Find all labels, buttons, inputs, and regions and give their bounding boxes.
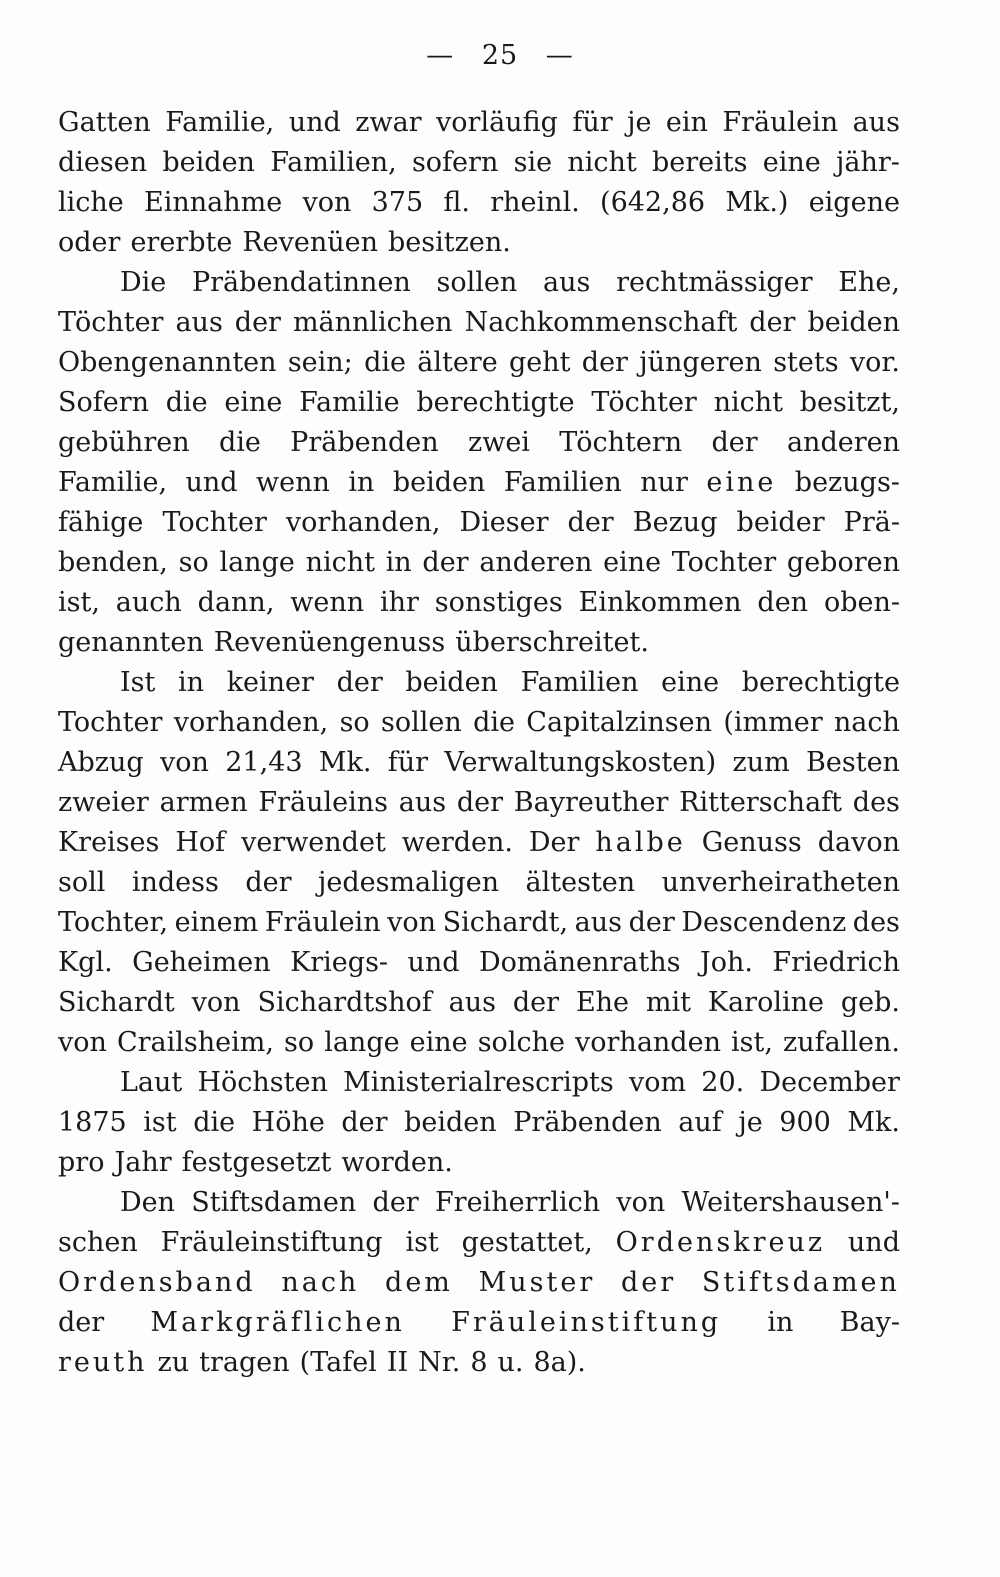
- word: Familie,: [58, 467, 168, 498]
- text-line: [58, 463, 900, 503]
- word: zum: [732, 747, 790, 778]
- word: je: [738, 1107, 763, 1138]
- text-line: [58, 1023, 900, 1063]
- word: 900: [779, 1107, 831, 1138]
- word: und: [407, 947, 460, 978]
- word: u.: [497, 1347, 524, 1378]
- word: der: [336, 667, 383, 698]
- word: bereits: [652, 147, 748, 178]
- word: beiden: [405, 667, 498, 698]
- word: beiden: [807, 307, 900, 338]
- word: Joh.: [699, 947, 753, 978]
- body-text: [58, 103, 900, 1383]
- text-line: [58, 223, 900, 263]
- word: Die: [120, 267, 167, 298]
- word: lange: [219, 547, 295, 578]
- word: ältere: [417, 347, 498, 378]
- word: Ehe,: [838, 267, 900, 298]
- text-line: [58, 903, 900, 943]
- word: der: [456, 787, 504, 818]
- word: vorhanden,: [285, 507, 441, 538]
- word: eine: [409, 1027, 468, 1058]
- word: von: [616, 1187, 666, 1218]
- word: Ministerialrescripts: [343, 1067, 614, 1098]
- word: pro: [58, 1147, 105, 1178]
- word: von: [302, 187, 352, 218]
- word: sofern: [411, 147, 499, 178]
- word: Präbenden: [513, 1107, 662, 1138]
- word: beiden: [404, 1107, 497, 1138]
- word: von: [387, 907, 437, 938]
- word: 21,43: [225, 747, 303, 778]
- word: aus: [852, 107, 900, 138]
- word: keiner: [226, 667, 314, 698]
- word: Ehe: [575, 987, 630, 1018]
- word: sonstiges: [434, 587, 563, 618]
- text-line: [58, 423, 900, 463]
- word: Tochter: [671, 547, 777, 578]
- word: unverheiratheten: [661, 867, 900, 898]
- word: und: [847, 1227, 900, 1258]
- word: Der: [528, 827, 580, 858]
- word: armen: [159, 787, 248, 818]
- word: festgesetzt: [181, 1147, 332, 1178]
- word: der: [245, 867, 292, 898]
- word: Fräuleins: [258, 787, 388, 818]
- word: die: [165, 387, 208, 418]
- word: Ordenskreuz: [615, 1227, 826, 1258]
- text-line: [58, 983, 900, 1023]
- word: Mk.): [725, 187, 789, 218]
- word: für: [572, 107, 613, 138]
- word: halbe: [595, 827, 686, 858]
- word: diesen: [58, 147, 148, 178]
- word: Fräulein: [722, 107, 839, 138]
- word: der: [422, 547, 469, 578]
- word: schen: [58, 1227, 138, 1258]
- word: des: [852, 787, 900, 818]
- word: fl.: [443, 187, 471, 218]
- word: der: [341, 1107, 388, 1138]
- text-line: [58, 823, 900, 863]
- word: vorläufig: [436, 107, 558, 138]
- word: Höhe: [251, 1107, 325, 1138]
- text-line: [58, 783, 900, 823]
- text-line: [58, 503, 900, 543]
- word: aus: [574, 907, 622, 938]
- text-line: [58, 943, 900, 983]
- word: Ordensband: [58, 1267, 256, 1298]
- word: 20.: [701, 1067, 745, 1098]
- word: besitzt,: [799, 387, 900, 418]
- text-line: [58, 383, 900, 423]
- word: ist,: [731, 1027, 773, 1058]
- word: anderen: [786, 427, 900, 458]
- word: ist: [405, 1227, 439, 1258]
- word: nicht: [567, 147, 637, 178]
- page-number-dash-right: —: [545, 40, 574, 71]
- word: jedesmaligen: [317, 867, 500, 898]
- word: Töchtern: [559, 427, 683, 458]
- word: Obengenannten: [58, 347, 277, 378]
- word: soll: [58, 867, 106, 898]
- word: jähr-: [836, 147, 900, 178]
- word: II: [386, 1347, 409, 1378]
- text-line: [58, 103, 900, 143]
- word: Töchter: [58, 307, 164, 338]
- word: beider: [736, 507, 825, 538]
- word: auf: [678, 1107, 722, 1138]
- word: Freiherrlich: [434, 1187, 601, 1218]
- word: ererbte: [130, 227, 233, 258]
- text-line: [58, 1343, 900, 1383]
- word: für: [387, 747, 429, 778]
- word: (Tafel: [299, 1347, 377, 1378]
- word: geboren: [786, 547, 900, 578]
- word: des: [852, 907, 900, 938]
- word: (642,86: [600, 187, 706, 218]
- word: December: [759, 1067, 900, 1098]
- word: Präbendatinnen: [191, 267, 411, 298]
- word: von: [58, 1027, 107, 1058]
- text-line: [58, 143, 900, 183]
- word: Höchsten: [197, 1067, 328, 1098]
- word: eigene: [808, 187, 900, 218]
- word: 8a).: [533, 1347, 586, 1378]
- word: der: [567, 507, 614, 538]
- word: Verwaltungskosten): [444, 747, 717, 778]
- word: Tochter: [162, 507, 267, 538]
- word: Gatten: [58, 107, 151, 138]
- word: Revenüen: [242, 227, 379, 258]
- word: Sichardt,: [442, 907, 569, 938]
- word: Familien,: [270, 147, 397, 178]
- word: sollen: [436, 267, 518, 298]
- word: rheinl.: [490, 187, 580, 218]
- word: verwendet: [241, 827, 386, 858]
- word: der: [749, 307, 796, 338]
- word: und: [185, 467, 238, 498]
- word: und: [288, 107, 341, 138]
- word: Laut: [120, 1067, 183, 1098]
- word: Kgl.: [58, 947, 113, 978]
- word: vom: [628, 1067, 687, 1098]
- word: sein;: [287, 347, 353, 378]
- word: der: [234, 307, 281, 338]
- word: ein: [665, 107, 708, 138]
- word: in: [767, 1307, 794, 1338]
- word: die: [473, 707, 515, 738]
- word: oben-: [823, 587, 900, 618]
- word: je: [627, 107, 652, 138]
- word: Nr.: [418, 1347, 461, 1378]
- word: so: [284, 1027, 315, 1058]
- word: Fräulein: [264, 907, 381, 938]
- word: Tochter,: [58, 907, 169, 938]
- word: von: [160, 747, 209, 778]
- word: ältesten: [525, 867, 636, 898]
- word: Fräuleinstiftung: [160, 1227, 383, 1258]
- word: zweier: [58, 787, 149, 818]
- word: indess: [131, 867, 219, 898]
- word: aus: [448, 987, 496, 1018]
- word: gebühren: [58, 427, 190, 458]
- word: die: [193, 1107, 236, 1138]
- word: Sichardtshof: [257, 987, 432, 1018]
- text-line: [58, 1303, 900, 1343]
- word: reuth: [58, 1347, 148, 1378]
- word: aus: [543, 267, 591, 298]
- word: Einkommen: [578, 587, 742, 618]
- word: Bay-: [839, 1307, 900, 1338]
- word: von: [191, 987, 241, 1018]
- word: die: [364, 347, 406, 378]
- word: in: [348, 467, 375, 498]
- word: eine: [762, 147, 821, 178]
- word: Familien: [503, 467, 622, 498]
- word: 375: [371, 187, 424, 218]
- word: zwei: [467, 427, 530, 458]
- word: Bayreuther: [513, 787, 669, 818]
- word: eine: [661, 667, 720, 698]
- word: beiden: [392, 467, 486, 498]
- word: beiden: [162, 147, 255, 178]
- word: Dieser: [459, 507, 549, 538]
- word: der: [711, 427, 758, 458]
- word: Ritterschaft: [679, 787, 843, 818]
- word: Töchter: [591, 387, 697, 418]
- word: wenn: [256, 467, 330, 498]
- text-line: [58, 263, 900, 303]
- page-number: [0, 40, 1000, 71]
- text-line: [58, 703, 900, 743]
- word: ist: [143, 1107, 177, 1138]
- word: Domänenraths: [479, 947, 681, 978]
- word: Nachkommenschaft: [464, 307, 738, 338]
- word: einem: [174, 907, 259, 938]
- word: ist,: [58, 587, 100, 618]
- word: Genuss: [701, 827, 802, 858]
- word: in: [178, 667, 205, 698]
- word: so: [178, 547, 209, 578]
- word: sie: [513, 147, 553, 178]
- word: Capitalzinsen: [526, 707, 713, 738]
- word: vorhanden,: [173, 707, 329, 738]
- word: Besten: [806, 747, 900, 778]
- word: nach: [833, 707, 900, 738]
- word: Revenüengenuss: [213, 627, 446, 658]
- word: zwar: [355, 107, 422, 138]
- word: geht: [508, 347, 571, 378]
- text-line: [58, 663, 900, 703]
- word: Den: [120, 1187, 176, 1218]
- word: Sichardt: [58, 987, 175, 1018]
- word: wenn: [290, 587, 365, 618]
- word: Ist: [120, 667, 156, 698]
- word: den: [757, 587, 809, 618]
- word: liche: [58, 187, 124, 218]
- word: eine: [706, 467, 777, 498]
- word: Sofern: [58, 387, 150, 418]
- text-line: [58, 1063, 900, 1103]
- text-line: [58, 623, 900, 663]
- word: aus: [175, 307, 223, 338]
- text-line: [58, 543, 900, 583]
- word: (immer: [723, 707, 823, 738]
- text-line: [58, 583, 900, 623]
- word: Descendenz: [681, 907, 847, 938]
- word: werden.: [401, 827, 513, 858]
- word: in: [385, 547, 412, 578]
- page-number-value: 25: [481, 40, 519, 71]
- word: 8: [470, 1347, 488, 1378]
- word: berechtigte: [416, 387, 575, 418]
- word: berechtigte: [741, 667, 900, 698]
- text-line: [58, 343, 900, 383]
- word: überschreitet.: [455, 627, 649, 658]
- page-number-dash-left: —: [426, 40, 455, 71]
- text-line: [58, 1223, 900, 1263]
- word: Fräuleinstiftung: [451, 1307, 722, 1338]
- word: Stiftsdamen: [701, 1267, 900, 1298]
- word: der: [58, 1307, 105, 1338]
- word: Familien: [520, 667, 639, 698]
- word: so: [339, 707, 370, 738]
- word: nach: [281, 1267, 360, 1298]
- word: Bezug: [632, 507, 718, 538]
- word: dem: [385, 1267, 453, 1298]
- word: der: [628, 907, 675, 938]
- text-line: [58, 303, 900, 343]
- word: zufallen.: [783, 1027, 900, 1058]
- text-line: [58, 1103, 900, 1143]
- word: Stiftsdamen: [191, 1187, 357, 1218]
- text-line: [58, 863, 900, 903]
- word: tragen: [199, 1347, 290, 1378]
- word: Jahr: [114, 1147, 172, 1178]
- word: geb.: [840, 987, 900, 1018]
- word: aus: [398, 787, 447, 818]
- word: stets: [773, 347, 839, 378]
- word: ihr: [380, 587, 419, 618]
- word: sollen: [381, 707, 462, 738]
- word: fähige: [58, 507, 144, 538]
- word: bezugs-: [794, 467, 900, 498]
- word: lange: [324, 1027, 400, 1058]
- word: zu: [157, 1347, 190, 1378]
- word: Crailsheim,: [116, 1027, 274, 1058]
- word: eine: [224, 387, 283, 418]
- word: auch: [115, 587, 182, 618]
- word: nicht: [305, 547, 375, 578]
- word: Markgräflichen: [150, 1307, 405, 1338]
- word: Kreises: [58, 827, 160, 858]
- word: Kriegs-: [290, 947, 389, 978]
- text-line: [58, 183, 900, 223]
- word: worden.: [341, 1147, 453, 1178]
- word: männlichen: [292, 307, 453, 338]
- word: rechtmässiger: [616, 267, 813, 298]
- text-line: [58, 1263, 900, 1303]
- word: Geheimen: [132, 947, 271, 978]
- word: Hof: [175, 827, 226, 858]
- word: besitzen.: [388, 227, 511, 258]
- word: Abzug: [58, 747, 144, 778]
- word: davon: [817, 827, 900, 858]
- word: die: [218, 427, 261, 458]
- word: eine: [603, 547, 662, 578]
- word: Tochter: [58, 707, 163, 738]
- word: Familie,: [165, 107, 275, 138]
- word: vorhanden: [575, 1027, 721, 1058]
- word: vor.: [849, 347, 900, 378]
- word: Familie: [299, 387, 400, 418]
- word: der: [372, 1187, 419, 1218]
- word: Friedrich: [772, 947, 900, 978]
- word: mit: [645, 987, 691, 1018]
- word: Mk.: [318, 747, 372, 778]
- word: solche: [477, 1027, 565, 1058]
- word: oder: [58, 227, 121, 258]
- text-line: [58, 1183, 900, 1223]
- word: nur: [640, 467, 688, 498]
- word: Einnahme: [144, 187, 283, 218]
- word: genannten: [58, 627, 204, 658]
- word: der: [621, 1267, 677, 1298]
- text-line: [58, 743, 900, 783]
- word: Karoline: [707, 987, 824, 1018]
- word: anderen: [479, 547, 593, 578]
- word: Muster: [478, 1267, 596, 1298]
- word: der: [581, 347, 628, 378]
- word: 1875: [58, 1107, 127, 1138]
- word: der: [512, 987, 560, 1018]
- word: dann,: [197, 587, 275, 618]
- word: gestattet,: [461, 1227, 593, 1258]
- word: Präbenden: [290, 427, 439, 458]
- word: Weitershausen'-: [681, 1187, 900, 1218]
- word: nicht: [713, 387, 783, 418]
- word: benden,: [58, 547, 168, 578]
- word: jüngeren: [639, 347, 762, 378]
- word: Mk.: [847, 1107, 900, 1138]
- word: Prä-: [843, 507, 900, 538]
- text-line: [58, 1143, 900, 1183]
